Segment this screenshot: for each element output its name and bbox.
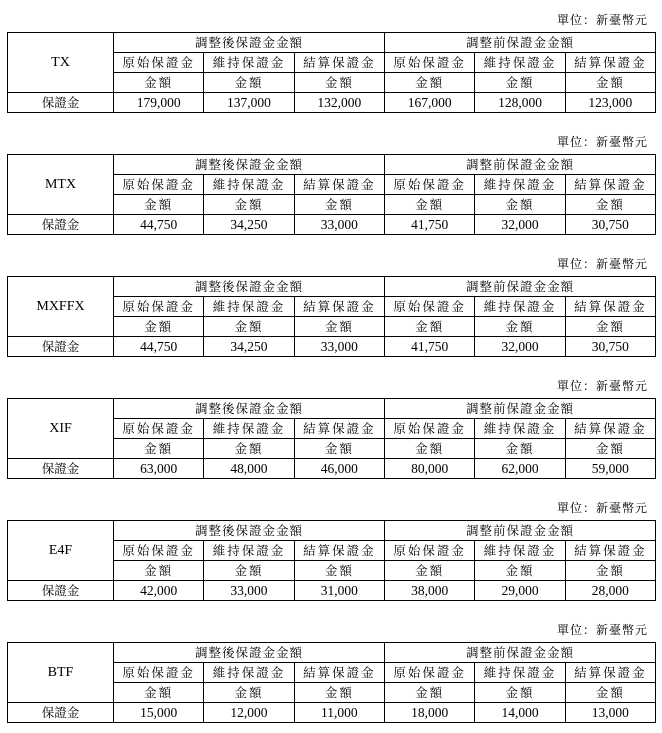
row-label: 保證金	[8, 581, 114, 601]
margin-value: 59,000	[565, 459, 655, 479]
margin-type-header: 結算保證金	[294, 53, 384, 73]
amount-header: 金額	[565, 317, 655, 337]
margin-value: 137,000	[204, 93, 294, 113]
adjusted-before-header: 調整前保證金金額	[385, 277, 656, 297]
margin-value: 44,750	[114, 215, 204, 235]
amount-header: 金額	[294, 439, 384, 459]
margin-value: 15,000	[114, 703, 204, 723]
margin-type-header: 結算保證金	[294, 419, 384, 439]
unit-label: 單位：新臺幣元	[556, 623, 648, 637]
product-code: MTX	[8, 155, 114, 215]
amount-header: 金額	[294, 683, 384, 703]
margin-value: 46,000	[294, 459, 384, 479]
margin-table-btf	[7, 642, 656, 723]
amount-header: 金額	[114, 317, 204, 337]
amount-header: 金額	[565, 439, 655, 459]
amount-header: 金額	[385, 683, 475, 703]
margin-type-header: 結算保證金	[565, 541, 655, 561]
margin-type-header: 原始保證金	[114, 297, 204, 317]
margin-type-header: 結算保證金	[565, 53, 655, 73]
margin-type-header: 維持保證金	[475, 419, 565, 439]
margin-value: 41,750	[385, 215, 475, 235]
unit-label: 單位：新臺幣元	[556, 135, 648, 149]
amount-header: 金額	[475, 195, 565, 215]
amount-header: 金額	[204, 317, 294, 337]
amount-header: 金額	[204, 683, 294, 703]
amount-header: 金額	[385, 561, 475, 581]
margin-value: 34,250	[204, 337, 294, 357]
amount-header: 金額	[385, 439, 475, 459]
amount-header: 金額	[294, 195, 384, 215]
margin-value: 38,000	[385, 581, 475, 601]
margin-type-header: 原始保證金	[114, 175, 204, 195]
adjusted-after-header: 調整後保證金金額	[114, 643, 385, 663]
margin-value: 44,750	[114, 337, 204, 357]
amount-header: 金額	[114, 195, 204, 215]
margin-type-header: 維持保證金	[204, 175, 294, 195]
amount-header: 金額	[565, 195, 655, 215]
amount-header: 金額	[385, 317, 475, 337]
amount-header: 金額	[475, 73, 565, 93]
margin-type-header: 結算保證金	[294, 175, 384, 195]
margin-type-header: 原始保證金	[114, 419, 204, 439]
adjusted-after-header: 調整後保證金金額	[114, 155, 385, 175]
amount-header: 金額	[475, 439, 565, 459]
amount-header: 金額	[204, 73, 294, 93]
margin-type-header: 原始保證金	[385, 297, 475, 317]
amount-header: 金額	[114, 73, 204, 93]
margin-type-header: 結算保證金	[294, 663, 384, 683]
margin-value: 42,000	[114, 581, 204, 601]
adjusted-after-header: 調整後保證金金額	[114, 33, 385, 53]
margin-value: 167,000	[385, 93, 475, 113]
margin-value: 34,250	[204, 215, 294, 235]
margin-table-mtx	[7, 154, 656, 235]
margin-value: 11,000	[294, 703, 384, 723]
product-code: TX	[8, 33, 114, 93]
row-label: 保證金	[8, 459, 114, 479]
margin-value: 13,000	[565, 703, 655, 723]
amount-header: 金額	[475, 683, 565, 703]
row-label: 保證金	[8, 337, 114, 357]
row-label: 保證金	[8, 93, 114, 113]
margin-value: 29,000	[475, 581, 565, 601]
margin-type-header: 結算保證金	[565, 297, 655, 317]
margin-value: 41,750	[385, 337, 475, 357]
amount-header: 金額	[114, 439, 204, 459]
amount-header: 金額	[204, 195, 294, 215]
adjusted-after-header: 調整後保證金金額	[114, 277, 385, 297]
adjusted-after-header: 調整後保證金金額	[114, 399, 385, 419]
margin-type-header: 結算保證金	[294, 541, 384, 561]
margin-value: 33,000	[204, 581, 294, 601]
margin-type-header: 原始保證金	[114, 541, 204, 561]
row-label: 保證金	[8, 215, 114, 235]
product-code: BTF	[8, 643, 114, 703]
margin-value: 63,000	[114, 459, 204, 479]
amount-header: 金額	[204, 561, 294, 581]
amount-header: 金額	[204, 439, 294, 459]
amount-header: 金額	[385, 195, 475, 215]
margin-table-xif	[7, 398, 656, 479]
amount-header: 金額	[294, 561, 384, 581]
margin-value: 30,750	[565, 215, 655, 235]
margin-type-header: 維持保證金	[475, 663, 565, 683]
margin-type-header: 原始保證金	[385, 419, 475, 439]
margin-value: 30,750	[565, 337, 655, 357]
margin-value: 123,000	[565, 93, 655, 113]
margin-type-header: 維持保證金	[475, 175, 565, 195]
unit-label: 單位：新臺幣元	[556, 379, 648, 393]
adjusted-before-header: 調整前保證金金額	[385, 155, 656, 175]
adjusted-after-header: 調整後保證金金額	[114, 521, 385, 541]
unit-label: 單位：新臺幣元	[556, 501, 648, 515]
margin-type-header: 結算保證金	[565, 419, 655, 439]
margin-value: 18,000	[385, 703, 475, 723]
margin-value: 32,000	[475, 337, 565, 357]
adjusted-before-header: 調整前保證金金額	[385, 521, 656, 541]
margin-type-header: 維持保證金	[204, 541, 294, 561]
amount-header: 金額	[114, 683, 204, 703]
margin-table-e4f	[7, 520, 656, 601]
margin-type-header: 結算保證金	[565, 663, 655, 683]
margin-type-header: 原始保證金	[385, 53, 475, 73]
adjusted-before-header: 調整前保證金金額	[385, 399, 656, 419]
margin-value: 14,000	[475, 703, 565, 723]
amount-header: 金額	[475, 317, 565, 337]
margin-value: 62,000	[475, 459, 565, 479]
margin-value: 31,000	[294, 581, 384, 601]
margin-value: 132,000	[294, 93, 384, 113]
margin-type-header: 維持保證金	[204, 53, 294, 73]
margin-value: 33,000	[294, 337, 384, 357]
adjusted-before-header: 調整前保證金金額	[385, 33, 656, 53]
product-code: XIF	[8, 399, 114, 459]
margin-type-header: 結算保證金	[565, 175, 655, 195]
margin-type-header: 維持保證金	[204, 297, 294, 317]
amount-header: 金額	[294, 317, 384, 337]
product-code: MXFFX	[8, 277, 114, 337]
row-label: 保證金	[8, 703, 114, 723]
adjusted-before-header: 調整前保證金金額	[385, 643, 656, 663]
margin-type-header: 維持保證金	[204, 663, 294, 683]
margin-type-header: 維持保證金	[475, 53, 565, 73]
amount-header: 金額	[475, 561, 565, 581]
margin-table-mxffx	[7, 276, 656, 357]
amount-header: 金額	[565, 683, 655, 703]
margin-type-header: 原始保證金	[385, 541, 475, 561]
amount-header: 金額	[294, 73, 384, 93]
margin-type-header: 原始保證金	[114, 53, 204, 73]
margin-value: 28,000	[565, 581, 655, 601]
margin-value: 48,000	[204, 459, 294, 479]
amount-header: 金額	[385, 73, 475, 93]
amount-header: 金額	[565, 561, 655, 581]
margin-type-header: 原始保證金	[385, 175, 475, 195]
margin-type-header: 原始保證金	[385, 663, 475, 683]
margin-value: 179,000	[114, 93, 204, 113]
margin-type-header: 維持保證金	[204, 419, 294, 439]
product-code: E4F	[8, 521, 114, 581]
unit-label: 單位：新臺幣元	[556, 257, 648, 271]
amount-header: 金額	[114, 561, 204, 581]
amount-header: 金額	[565, 73, 655, 93]
margin-value: 32,000	[475, 215, 565, 235]
margin-type-header: 維持保證金	[475, 541, 565, 561]
margin-table-tx	[7, 32, 656, 113]
margin-value: 128,000	[475, 93, 565, 113]
margin-type-header: 維持保證金	[475, 297, 565, 317]
margin-value: 12,000	[204, 703, 294, 723]
margin-type-header: 結算保證金	[294, 297, 384, 317]
unit-label: 單位：新臺幣元	[556, 13, 648, 27]
margin-value: 80,000	[385, 459, 475, 479]
margin-value: 33,000	[294, 215, 384, 235]
margin-type-header: 原始保證金	[114, 663, 204, 683]
